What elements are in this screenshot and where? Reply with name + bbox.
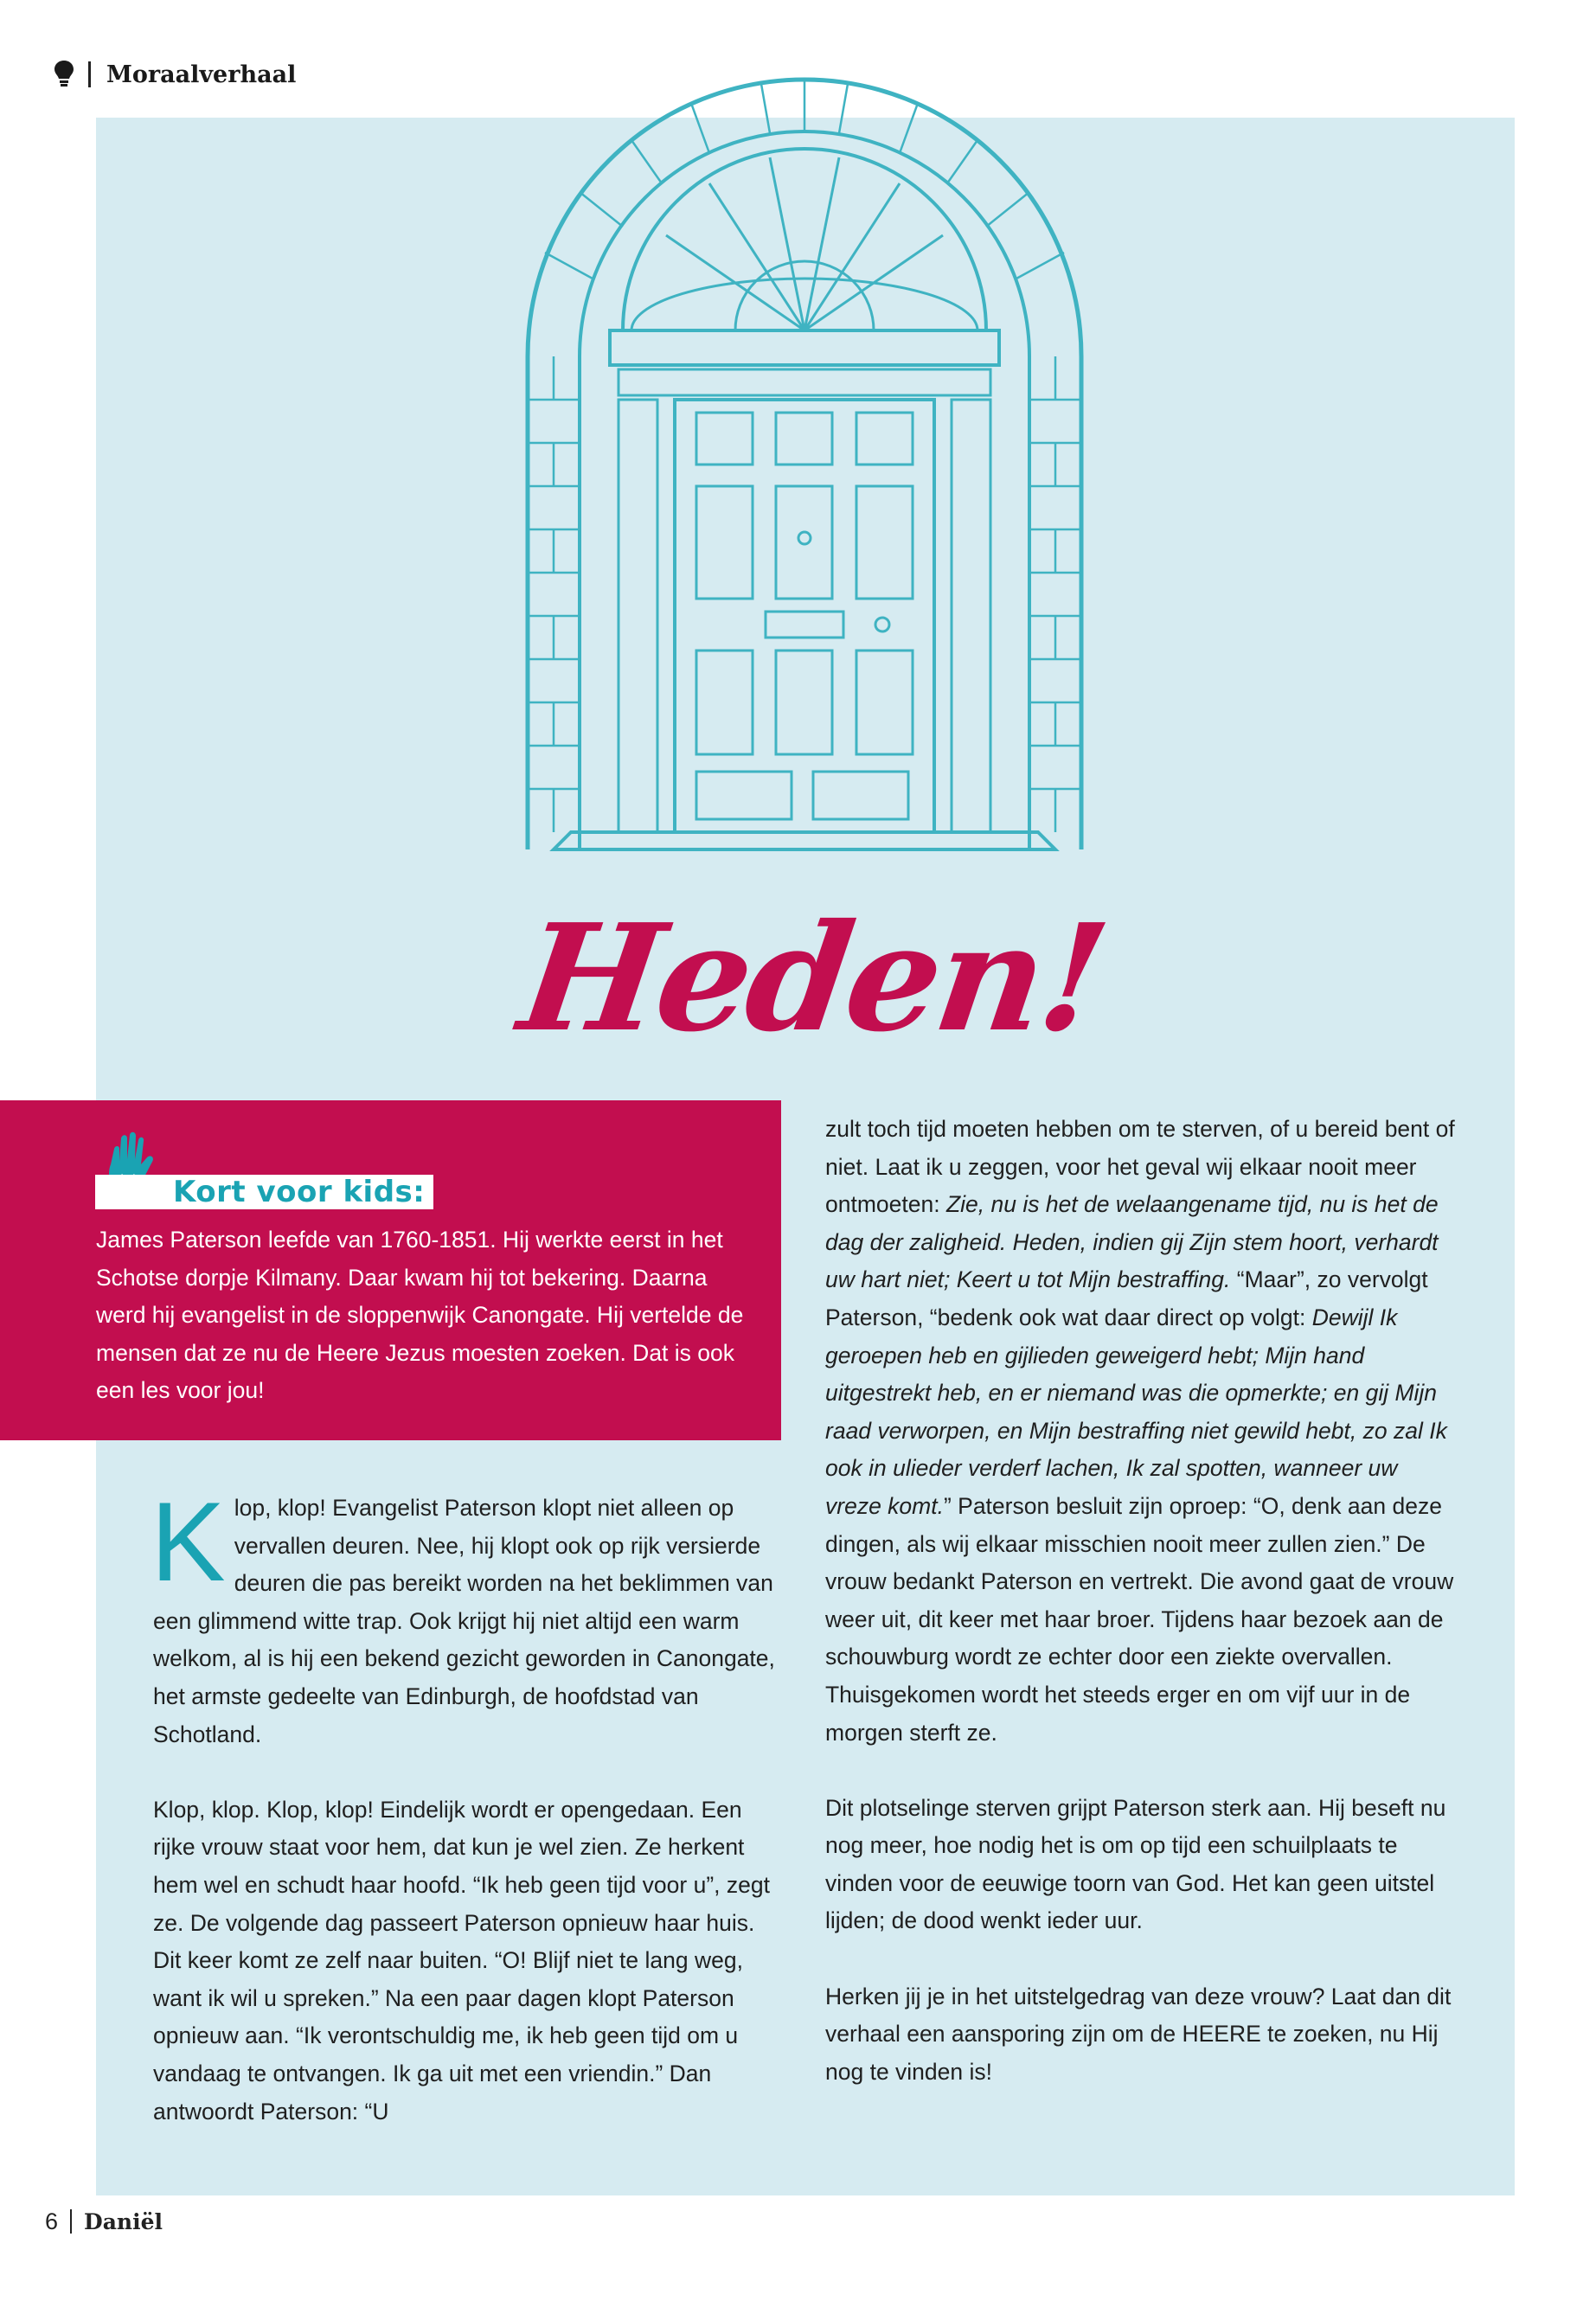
article-column-left — [151, 1478, 785, 2131]
scripture-quote-2: Dewijl Ik geroepen heb en gijlieden geweigerd hebt; Mijn hand uitgestrekt heb, en er niemand was die opmerkte; en gij Mijn raad verworpen, en Mijn bestraffing niet gewild hebt, zo zal Ik ook in ulieder verderf lachen, Ik zal spotten, wanneer uw vreze komt. — [825, 1304, 1447, 1519]
section-label: Moraalverhaal — [106, 61, 297, 88]
scripture-quote-1: Zie, nu is het de welaangename tijd, nu is het de dag der zaligheid. Heden, indien gij Zijn stem hoort, verhardt uw hart niet; Keert u tot Mijn bestraffing. — [825, 1191, 1439, 1293]
page-header — [54, 57, 296, 92]
paragraph-3 — [825, 1111, 1457, 1752]
kids-heading: Kort voor kids: — [95, 1175, 433, 1209]
kids-text: James Paterson leefde van 1760-1851. Hij werkte eerst in het Schotse dorpje Kilmany. Daar kwam hij tot bekering. Daarna werd hij evangelist in de sloppenwijk Canongate. Hij vertelde de mensen dat ze nu de Heere Jezus moesten zoeken. Dat is ook een les voor jou! — [96, 1227, 744, 1403]
drop-cap: K — [151, 1478, 226, 1605]
lightbulb-icon — [54, 60, 74, 89]
footer-divider — [70, 2209, 72, 2234]
door-illustration — [519, 71, 1090, 867]
paragraph-3-part-e: ” Paterson besluit zijn oproep: “O, denk aan deze dingen, als wij elkaar misschien nooit meer zullen zien.” De vrouw bedankt Paterson en vertrekt. Die avond gaat de vrouw weer uit, dit keer met haar broer. Tijdens haar bezoek aan de schouwburg wordt ze echter door een ziekte overvallen. Thuisgekomen wordt het steeds erger en om vijf uur in de morgen sterft ze. — [825, 1492, 1454, 1746]
paragraph-3-part-a: zult toch tijd moeten hebben om te sterven, of u bereid bent of niet. Laat ik u zeggen, voor het geval wij elkaar nooit meer ontmoeten: — [825, 1116, 1455, 1218]
page-number: 6 — [45, 2208, 59, 2234]
paragraph-5: Herken jij je in het uitstelgedrag van deze vrouw? Laat dan dit verhaal een aansporing zijn om de HEERE te zoeken, nu Hij nog te vinden is! — [825, 1983, 1452, 2085]
paragraph-4: Dit plotselinge sterven grijpt Paterson sterk aan. Hij beseft nu nog meer, hoe nodig het is om op tijd een schuilplaats te vinden voor de eeuwige toorn van God. Het kan geen uitstel lijden; de dood wenkt ieder uur. — [825, 1794, 1446, 1934]
paragraph-1 — [151, 1478, 785, 1753]
paragraph-3-part-c: “Maar”, zo vervolgt Paterson, “bedenk ook wat daar direct op volgt: — [825, 1266, 1428, 1330]
magazine-name: Daniël — [84, 2208, 163, 2234]
article-column-right — [825, 1111, 1457, 2091]
paragraph-1-text: lop, klop! Evangelist Paterson klopt niet alleen op vervallen deuren. Nee, hij klopt ook op rijk versierde deuren die pas bereikt worden na het beklimmen van een glimmend witte trap. Ook krijgt hij niet altijd een warm welkom, al is hij een bekend gezicht geworden in Canongate, het armste gedeelte van Edinburgh, de hoofdstad van Schotland. — [153, 1495, 775, 1747]
article-title — [510, 882, 1115, 1081]
paragraph-2: Klop, klop. Klop, klop! Eindelijk wordt er opengedaan. Een rijke vrouw staat voor hem, dat kun je wel zien. Ze herkent hem wel en schudt haar hoofd. “Ik heb geen tijd voor u”, zegt ze. De volgende dag passeert Paterson opnieuw haar huis. Dit keer komt ze zelf naar buiten. “O! Blijf niet te lang weg, want ik wil u spreken.” Na een paar dagen klopt Paterson opnieuw aan. “Ik verontschuldig me, ik heb geen tijd om u vandaag te ontvangen. Ik ga uit met een vriendin.” Dan antwoordt Paterson: “U — [153, 1796, 770, 2125]
title-text: Heden! — [510, 892, 1115, 1065]
page-footer — [45, 2204, 163, 2239]
header-divider — [88, 61, 91, 87]
